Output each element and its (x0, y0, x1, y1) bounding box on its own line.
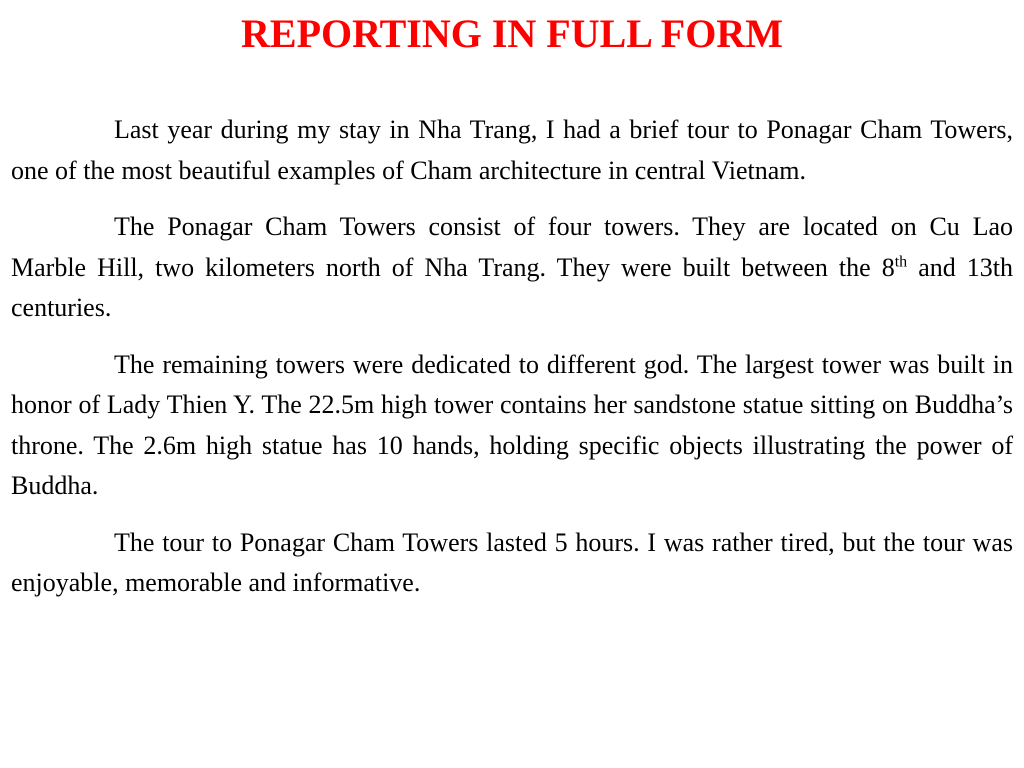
paragraph-3: The remaining towers were dedicated to different god. The largest tower was built in honor of Lady Thien Y. The 22.5m high tower contains her sandstone statue sitting on Buddha’s throne. The 2.6m high statue has 10 hands, holding specific objects illustrating the power of Buddha. (11, 349, 1013, 500)
paragraph-1: Last year during my stay in Nha Trang, I had a brief tour to Ponagar Cham Towers, one of the most beautiful examples of Cham architecture in central Vietnam. (11, 115, 1013, 185)
slide-body (11, 110, 1013, 620)
paragraph-4: The tour to Ponagar Cham Towers lasted 5 hours. I was rather tired, but the tour was enjoyable, memorable and informative. (11, 527, 1013, 597)
slide-title: REPORTING IN FULL FORM (241, 11, 783, 56)
paragraph-2-text-end: and 13th centuries. (11, 252, 1013, 322)
paragraph-2 (11, 207, 1013, 329)
paragraph-2-text: The Ponagar Cham Towers consist of four towers. They are located on Cu Lao Marble Hill, two kilometers north of Nha Trang. They were built between the 8 (11, 212, 1013, 282)
ordinal-superscript: th (894, 252, 908, 270)
